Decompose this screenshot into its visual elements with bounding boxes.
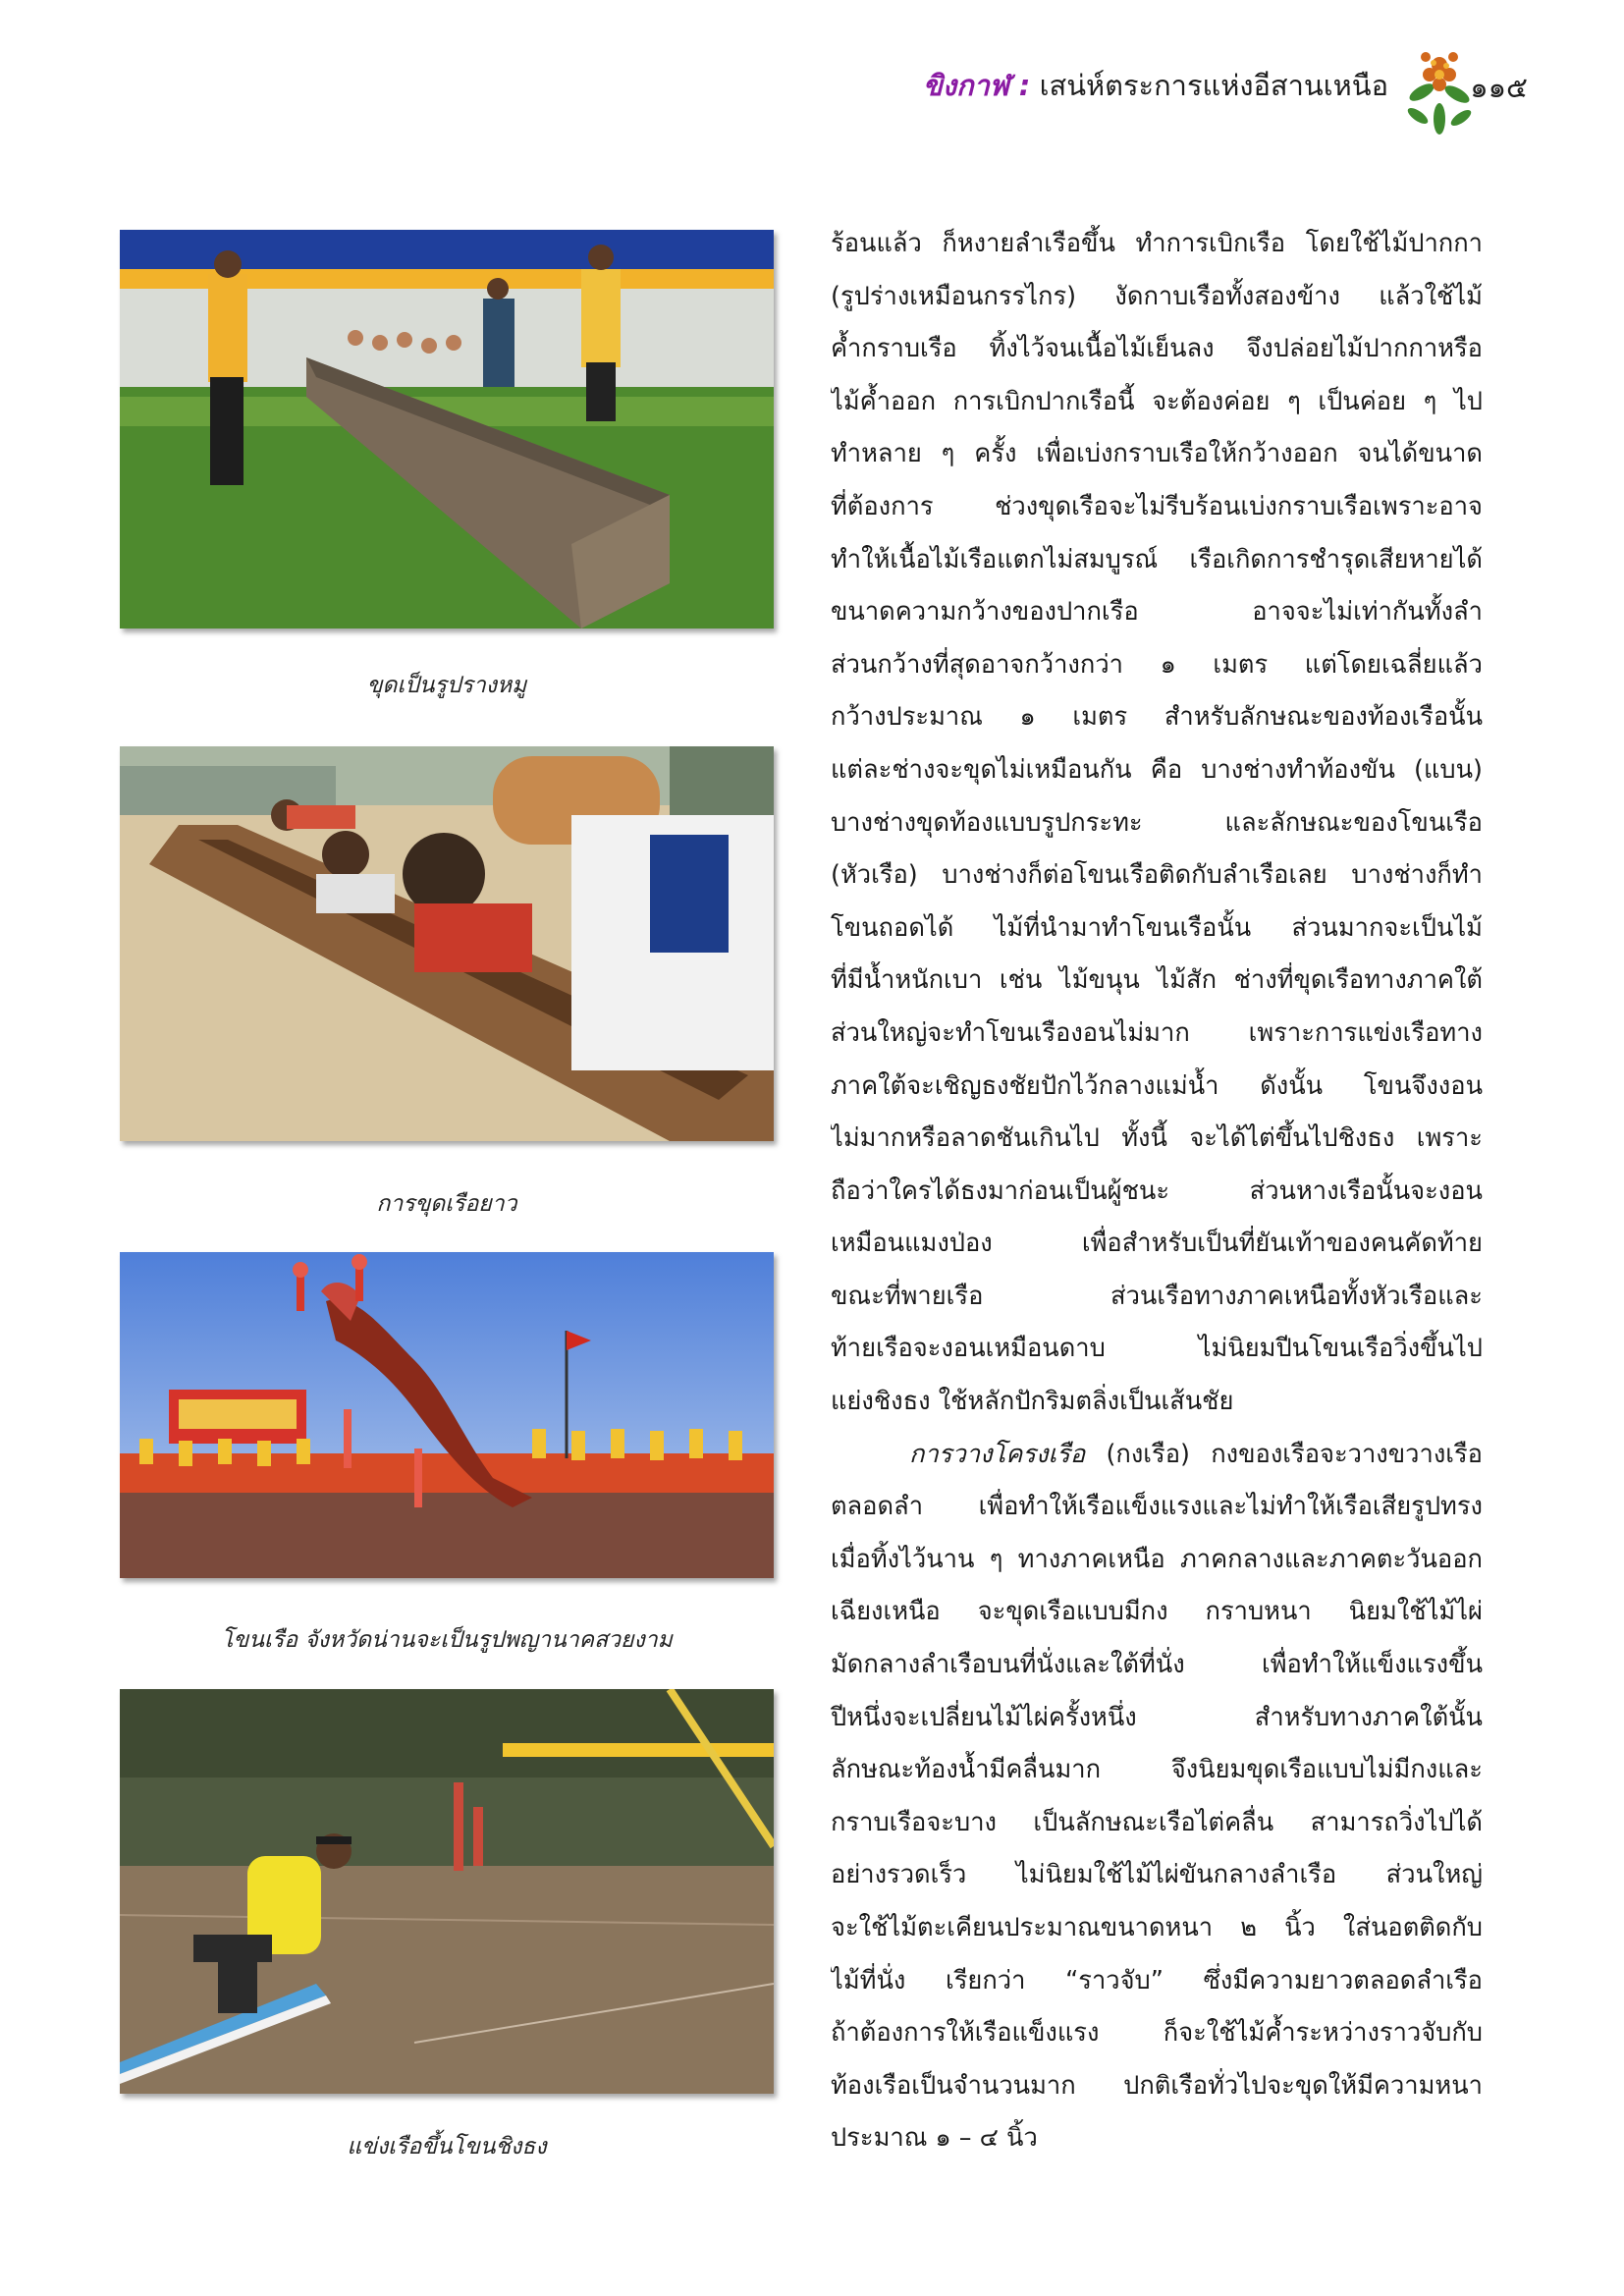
body-line: ค้ำกราบเรือ ทิ้งไว้จนเนื้อไม้เย็นลง จึงปล่อยไม้ปากกาหรือ	[831, 334, 1483, 364]
body-line: เฉียงเหนือ จะขุดเรือแบบมีกง กราบหนา นิยมใช้ไม้ไผ่	[831, 1597, 1483, 1627]
running-title	[923, 63, 1388, 108]
figure-caption-3: โขนเรือ จังหวัดน่านจะเป็นรูปพญานาคสวยงาม	[221, 1627, 673, 1653]
body-line: ท้ายเรือจะงอนเหมือนดาบ ไม่นิยมปีนโขนเรือวิ่งขึ้นไป	[831, 1334, 1483, 1364]
body-line: ส่วนใหญ่จะทำโขนเรืองอนไม่มาก เพราะการแข่งเรือทาง	[831, 1017, 1483, 1048]
body-line: แต่ละช่างจะขุดไม่เหมือนกัน คือ บางช่างทำท้องขัน (แบน)	[831, 754, 1483, 785]
body-line: ที่ต้องการ ช่วงขุดเรือจะไม่รีบร้อนเบ่งกราบเรือเพราะอาจ	[831, 491, 1483, 521]
body-line: ส่วนกว้างที่สุดอาจกว้างกว่า ๑ เมตร แต่โดยเฉลี่ยแล้ว	[831, 649, 1483, 680]
body-line: บางช่างขุดท้องแบบรูปกระทะ และลักษณะของโขนเรือ	[831, 807, 1483, 838]
body-line: เมื่อทิ้งไว้นาน ๆ ทางภาคเหนือ ภาคกลางและภาคตะวันออก	[831, 1544, 1483, 1574]
para2-first-rest: (กงเรือ) กงของเรือจะวางขวางเรือ	[1085, 1439, 1483, 1469]
body-line: ร้อนแล้ว ก็หงายลำเรือขึ้น ทำการเบิกเรือ โดยใช้ไม้ปากกา	[831, 229, 1483, 258]
page-header	[0, 57, 1624, 116]
photo-long-boat-digging	[120, 746, 774, 1141]
running-title-text: เสน่ห์ตระการแห่งอีสานเหนือ	[1039, 69, 1388, 102]
body-line: (รูปร่างเหมือนกรรไกร) งัดกาบเรือทั้งสองข้าง แล้วใช้ไม้	[831, 281, 1483, 311]
body-line: ไม้ค้ำออก การเบิกปากเรือนี้ จะต้องค่อย ๆ เป็นค่อย ๆ ไป	[831, 386, 1483, 416]
body-line: ทำหลาย ๆ ครั้ง เพื่อเบ่งกราบเรือให้กว้างออก จนได้ขนาด	[831, 439, 1483, 469]
body-line: ไม่มากหรือลาดชันเกินไป ทั้งนี้ จะได้ไต่ขึ้นไปชิงธง เพราะ	[831, 1123, 1483, 1154]
para2-lead-term: การวางโครงเรือ	[909, 1439, 1086, 1469]
figure-caption-1: ขุดเป็นรูปรางหมู	[366, 673, 527, 698]
body-line: ตลอดลำ เพื่อทำให้เรือแข็งแรงและไม่ทำให้เรือเสียรูปทรง	[831, 1492, 1483, 1522]
body-line: ขณะที่พายเรือ ส่วนเรือทางภาคเหนือทั้งหัวเรือและ	[831, 1281, 1483, 1311]
body-line: ไม้ที่นั่ง เรียกว่า “ราวจับ” ซึ่งมีความยาวตลอดลำเรือ	[831, 1965, 1483, 1995]
photo-flag-grabbing	[120, 1689, 774, 2094]
body-line: ท้องเรือเป็นจำนวนมาก ปกติเรือทั่วไปจะขุดให้มีความหนา	[831, 2070, 1483, 2101]
figure-caption-2: การขุดเรือยาว	[376, 1191, 517, 1217]
body-line: ถ้าต้องการให้เรือแข็งแรง ก็จะใช้ไม้ค้ำระหว่างราวจับกับ	[831, 2018, 1483, 2049]
body-line: อย่างรวดเร็ว ไม่นิยมใช้ไม้ไผ่ขันกลางลำเรือ ส่วนใหญ่	[831, 1860, 1483, 1890]
photo-naga-prow	[120, 1252, 774, 1578]
photo-dugout-carving	[120, 230, 774, 629]
body-line: ปีหนึ่งจะเปลี่ยนไม้ไผ่ครั้งหนึ่ง สำหรับทางภาคใต้นั้น	[831, 1702, 1483, 1732]
body-line: จะใช้ไม้ตะเคียนประมาณขนาดหนา ๒ นิ้ว ใส่นอตติดกับ	[831, 1913, 1483, 1942]
body-line: โขนถอดได้ ไม้ที่นำมาทำโขนเรือนั้น ส่วนมากจะเป็นไม้	[831, 912, 1483, 943]
body-line: ประมาณ ๑ – ๔ นิ้ว	[831, 2123, 1038, 2154]
body-line: มัดกลางลำเรือบนที่นั่งและใต้ที่นั่ง เพื่อทำให้แข็งแรงขึ้น	[831, 1650, 1483, 1680]
body-line: ถือว่าใครได้ธงมาก่อนเป็นผู้ชนะ ส่วนหางเรือนั้นจะงอน	[831, 1175, 1483, 1206]
body-line: กว้างประมาณ ๑ เมตร สำหรับลักษณะของท้องเรือนั้น	[831, 702, 1483, 733]
figure-caption-4: แข่งเรือขึ้นโขนชิงธง	[347, 2134, 547, 2159]
body-line: ขนาดความกว้างของปากเรือ อาจจะไม่เท่ากันทั้งลำ	[831, 597, 1483, 628]
body-line: ทำให้เนื้อไม้เรือแตกไม่สมบูรณ์ เรือเกิดการชำรุดเสียหายได้	[831, 544, 1483, 574]
body-line: แย่งชิงธง ใช้หลักปักริมตลิ่งเป็นเส้นชัย	[831, 1387, 1234, 1417]
page-number: ๑๑๕	[1470, 71, 1528, 104]
running-title-brand: ขิงกาฬ :	[923, 69, 1031, 102]
body-line: ภาคใต้จะเชิญธงชัยปักไว้กลางแม่น้ำ ดังนั้น โขนจึงงอน	[831, 1070, 1483, 1101]
para2-first-line	[831, 1429, 1483, 1482]
body-line: เหมือนแมงป่อง เพื่อสำหรับเป็นที่ยันเท้าของคนคัดท้าย	[831, 1229, 1483, 1259]
body-line: (หัวเรือ) บางช่างก็ต่อโขนเรือติดกับลำเรือเลย บางช่างก็ทำ	[831, 860, 1483, 891]
body-line: กราบเรือจะบาง เป็นลักษณะเรือไต่คลื่น สามารถวิ่งไปได้	[831, 1807, 1483, 1837]
flower-ornament-icon	[1400, 35, 1479, 143]
body-line: ลักษณะท้องน้ำมีคลื่นมาก จึงนิยมขุดเรือแบบไม่มีกงและ	[831, 1755, 1483, 1785]
body-line: ที่มีน้ำหนักเบา เช่น ไม้ขนุน ไม้สัก ช่างที่ขุดเรือทางภาคใต้	[831, 965, 1483, 996]
body-text	[831, 218, 1483, 2165]
